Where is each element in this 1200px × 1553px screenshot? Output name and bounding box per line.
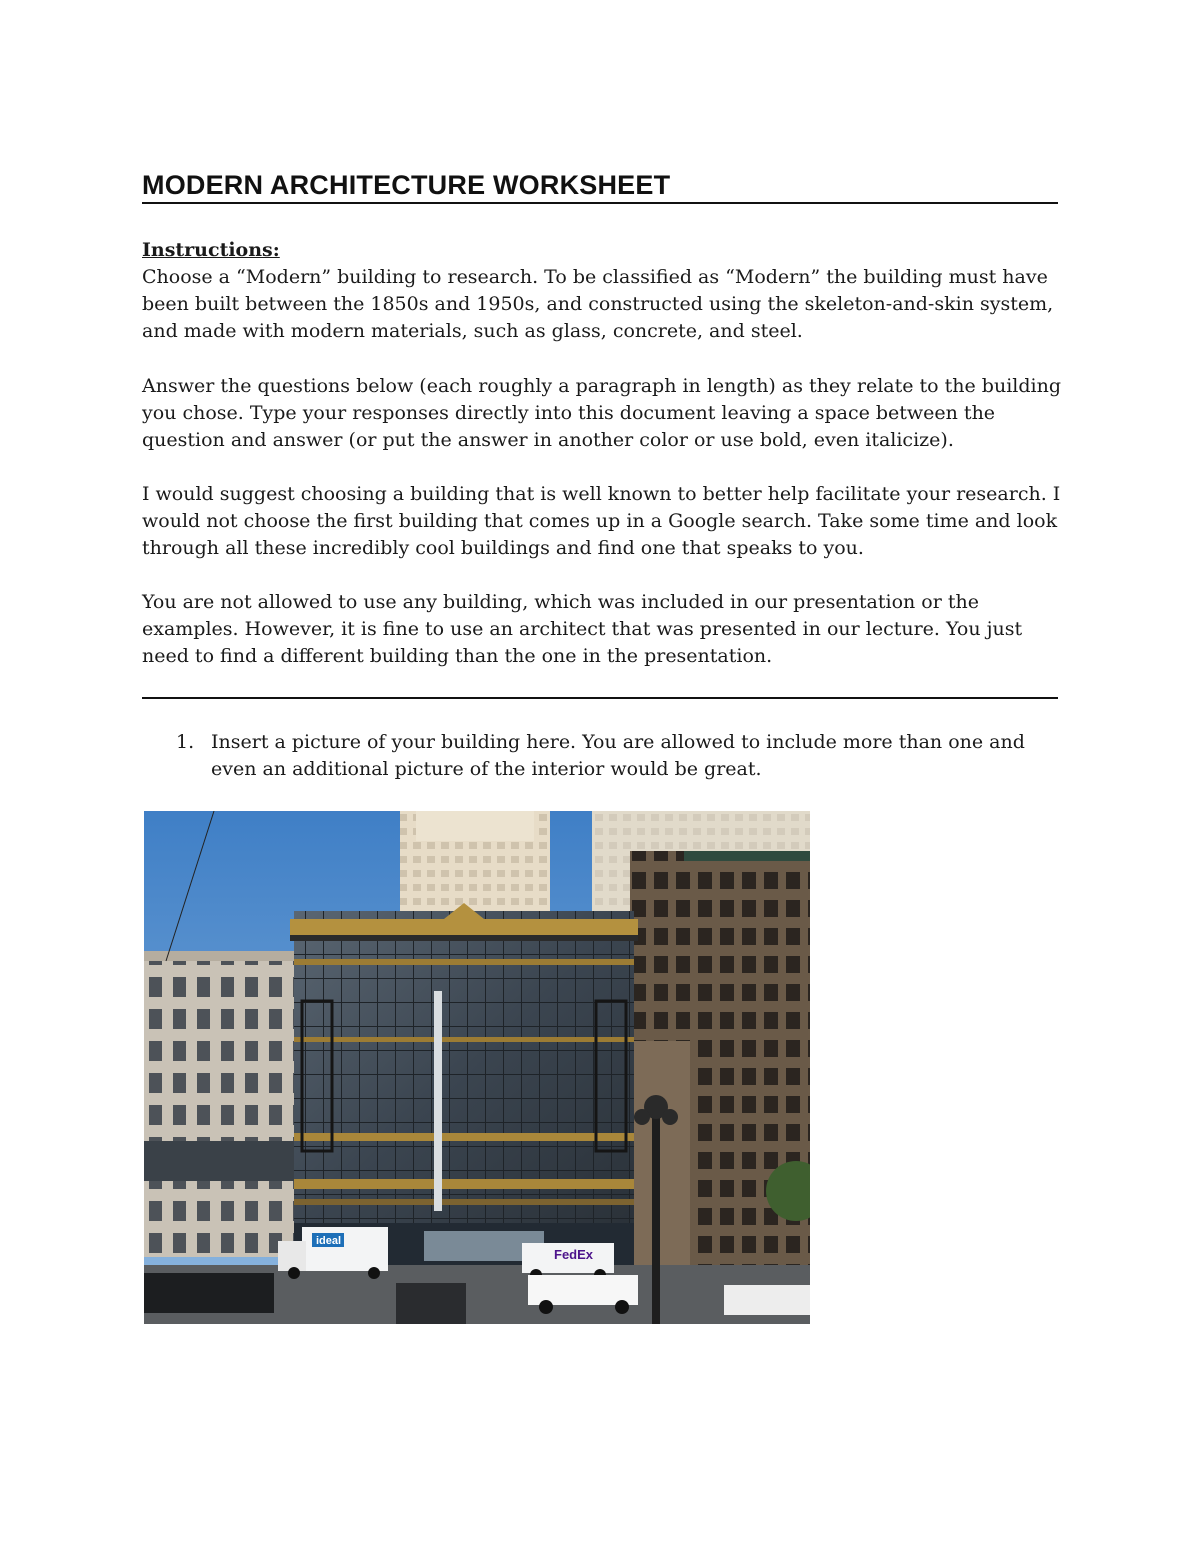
instructions-paragraph-2: Answer the questions below (each roughly a paragraph in length) as they relate to the building you chose. Type your responses directly into this document leaving a space between the question and answer (or put the answer in another color or use bold, even italicize). (142, 375, 1061, 451)
black-car (144, 1273, 274, 1313)
instructions-heading: Instructions: (142, 239, 280, 261)
white-suv (724, 1285, 810, 1315)
left-building (144, 957, 296, 1257)
instructions-paragraph-4-wrap (142, 589, 1072, 670)
page-title: MODERN ARCHITECTURE WORKSHEET (142, 170, 671, 200)
instructions-paragraph-2-wrap (142, 373, 1072, 454)
street-lamp (652, 1111, 660, 1324)
title-divider (142, 202, 1058, 204)
instructions-section (142, 237, 1072, 345)
building-photo (144, 811, 810, 1324)
van-label: FedEx (554, 1247, 594, 1262)
section-divider (142, 697, 1058, 699)
instructions-paragraph-3: I would suggest choosing a building that is well known to better help facilitate your research. I would not choose the first building that comes up in a Google search. Take some time and look through all these incredibly cool buildings and find one that speaks to you. (142, 483, 1061, 559)
instructions-paragraph-4: You are not allowed to use any building, which was included in our presentation or the examples. However, it is fine to use an architect that was presented in our lecture. You just need to find a different building than the one in the presentation. (142, 591, 1023, 667)
truck-label: ideal (316, 1235, 342, 1247)
question-1-number: 1. (176, 731, 195, 753)
question-1 (176, 729, 1066, 783)
question-1-text: Insert a picture of your building here. You are allowed to include more than one and even an additional picture of the interior would be great. (211, 731, 1025, 780)
instructions-paragraph-3-wrap (142, 481, 1072, 562)
instructions-paragraph-1: Choose a “Modern” building to research. To be classified as “Modern” the building must have been built between the 1850s and 1950s, and constructed using the skeleton-and-skin system, and made with modern materials, such as glass, concrete, and steel. (142, 266, 1054, 342)
